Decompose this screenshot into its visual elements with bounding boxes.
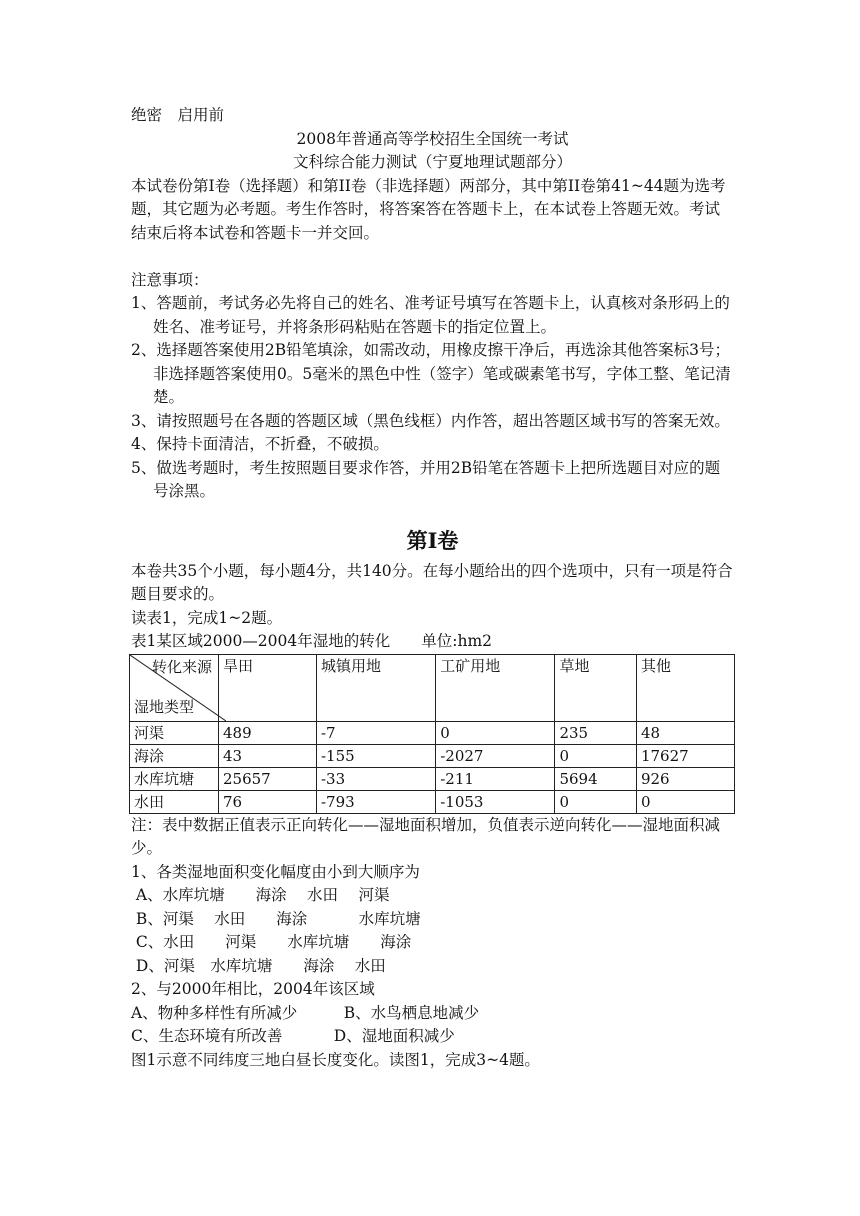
- column-header: 旱田: [219, 654, 317, 721]
- row-label: 海涂: [130, 744, 219, 767]
- note-item: 3、请按照题号在各题的答题区域（黑色线框）内作答，超出答题区域书写的答案无效。: [131, 411, 730, 430]
- table-cell: 76: [219, 790, 317, 813]
- page-content: [131, 104, 734, 1072]
- table-cell: -155: [316, 744, 435, 767]
- column-header: 其他: [636, 654, 734, 721]
- table-cell: 5694: [555, 767, 637, 790]
- row-label: 河渠: [130, 721, 219, 744]
- table-cell: 235: [555, 721, 637, 744]
- table-cell: -793: [316, 790, 435, 813]
- answer-option-row: C、生态环境有所改善 D、湿地面积减少: [131, 1027, 455, 1045]
- section-description: 本卷共35个小题，每小题4分，共140分。在每小题给出的四个选项中，只有一项是符合题目要求的。: [131, 561, 733, 603]
- question-stem: 2、与2000年相比，2004年该区域: [131, 980, 375, 998]
- table-cell: -33: [316, 767, 435, 790]
- table-row: [130, 790, 735, 813]
- note-item: 4、保持卡面清洁，不折叠，不破损。: [131, 435, 389, 453]
- intro-paragraph: 本试卷份第Ⅰ卷（选择题）和第II卷（非选择题）两部分，其中第II卷第41~44题为选考题，其它题为必考题。考生作答时，将答案答在答题卡上，在本试卷上答题无效。考试结束后将本试卷和答题卡一并交回。: [131, 176, 726, 242]
- table-cell: 43: [219, 744, 317, 767]
- note-item: 2、选择题答案使用2B铅笔填涂，如需改动，用橡皮擦干净后，再选涂其他答案标3号；非选择题答案使用0。5毫米的黑色中性（签字）笔或碳素笔书写，字体工整、笔记清楚。: [131, 341, 731, 406]
- section-heading: 第I卷: [406, 527, 459, 553]
- column-header: 城镇用地: [316, 654, 435, 721]
- table-row: [130, 721, 735, 744]
- table-header-row: [130, 654, 735, 721]
- table-cell: -2027: [436, 744, 555, 767]
- answer-option-row: A、物种多样性有所减少 B、水鸟栖息地减少: [131, 1003, 480, 1022]
- table-cell: 0: [555, 744, 637, 767]
- secret-label: 绝密 启用前: [131, 106, 225, 124]
- table-corner-cell: [130, 654, 219, 721]
- table-cell: -7: [316, 721, 435, 744]
- corner-top-label: 转化来源: [151, 657, 212, 676]
- note-item: 1、答题前，考试务必先将自己的姓名、准考证号填写在答题卡上，认真核对条形码上的姓名、准考证号，并将条形码粘贴在答题卡的指定位置上。: [131, 294, 730, 336]
- table-cell: -1053: [436, 790, 555, 813]
- notes-heading: 注意事项：: [131, 270, 209, 289]
- table-cell: 0: [436, 721, 555, 744]
- read-table-instruction: 读表1，完成1~2题。: [131, 608, 283, 627]
- table-cell: 25657: [219, 767, 317, 790]
- column-header: 工矿用地: [436, 654, 555, 721]
- table-caption: 表1某区域2000—2004年湿地的转化 单位:hm2: [131, 632, 493, 650]
- question-stem: 1、各类湿地面积变化幅度由小到大顺序为: [131, 862, 420, 881]
- answer-option: C、水田 河渠 水库坑塘 海涂: [131, 933, 412, 951]
- answer-option: D、河渠 水库坑塘 海涂 水田: [131, 956, 386, 975]
- row-label: 水库坑塘: [130, 767, 219, 790]
- table-cell: 17627: [636, 744, 734, 767]
- row-label: 水田: [130, 790, 219, 813]
- table-note: 注：表中数据正值表示正向转化——湿地面积增加，负值表示逆向转化——湿地面积减少。: [131, 815, 721, 857]
- exam-subtitle: 文科综合能力测试（宁夏地理试题部分）: [292, 153, 572, 171]
- column-header: 草地: [555, 654, 637, 721]
- table-cell: 489: [219, 721, 317, 744]
- answer-option: B、河渠 水田 海涂 水库坑塘: [131, 909, 421, 928]
- table-row: [130, 767, 735, 790]
- note-item: 5、做选考题时，考生按照题目要求作答，并用2B铅笔在答题卡上把所选题目对应的题号涂黑。: [131, 458, 721, 500]
- table-cell: 0: [636, 790, 734, 813]
- answer-option: A、水库坑塘 海涂 水田 河渠: [131, 886, 390, 904]
- corner-bottom-label: 湿地类型: [134, 697, 195, 716]
- table-cell: -211: [436, 767, 555, 790]
- table-cell: 48: [636, 721, 734, 744]
- exam-title: 2008年普通高等学校招生全国统一考试: [296, 129, 569, 148]
- wetland-table: [129, 654, 735, 814]
- table-cell: 926: [636, 767, 734, 790]
- figure-instruction: 图1示意不同纬度三地白昼长度变化。读图1，完成3~4题。: [131, 1050, 540, 1069]
- table-row: [130, 744, 735, 767]
- table-cell: 0: [555, 790, 637, 813]
